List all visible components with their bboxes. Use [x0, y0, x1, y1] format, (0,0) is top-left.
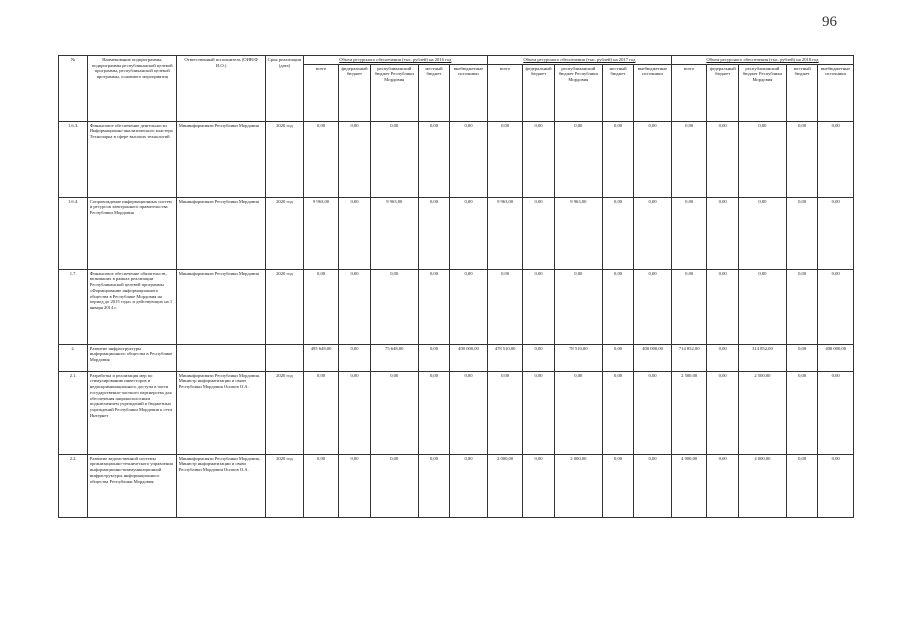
- value-cell: 0,00: [523, 197, 554, 269]
- value-cell: 0,00: [523, 344, 554, 371]
- row-executor: [177, 344, 266, 371]
- value-cell: 9 963,00: [370, 197, 418, 269]
- value-cell: 0,00: [523, 121, 554, 197]
- value-cell: 0,00: [707, 121, 738, 197]
- row-executor: Мининформсвязи Республики Мордовия: [177, 269, 266, 344]
- row-num: 2.: [59, 344, 88, 371]
- page-number: 96: [822, 14, 837, 30]
- value-cell: 0,00: [339, 344, 370, 371]
- value-cell: 0,00: [707, 371, 738, 454]
- header-sub-extra: внебюджетные источники: [818, 64, 854, 121]
- value-cell: 400 000,00: [634, 344, 672, 371]
- value-cell: 0,00: [786, 371, 817, 454]
- row-num: 1.7.: [59, 269, 88, 344]
- value-cell: 0,00: [786, 454, 817, 517]
- value-cell: 0,00: [418, 454, 449, 517]
- row-num: 1.6.4.: [59, 197, 88, 269]
- row-num: 2.1.: [59, 371, 88, 454]
- value-cell: 0,00: [418, 371, 449, 454]
- value-cell: 0,00: [523, 454, 554, 517]
- table-row: [59, 344, 854, 371]
- row-name: Сопровождение информационных систем и ресурсов электронного правительства Республики Мордовия: [88, 197, 177, 269]
- header-sub-federal: федеральный бюджет: [523, 64, 554, 121]
- value-cell: 2 500,00: [738, 371, 786, 454]
- value-cell: 0,00: [602, 197, 633, 269]
- value-cell: 0,00: [303, 121, 339, 197]
- row-executor: Мининформсвязи Республики Мордовия, Министр информатизации и связи Республики Мордовия Осипов О.А.: [177, 454, 266, 517]
- value-cell: 0,00: [707, 344, 738, 371]
- value-cell: 0,00: [786, 344, 817, 371]
- value-cell: 0,00: [339, 121, 370, 197]
- value-cell: 0,00: [450, 454, 488, 517]
- value-cell: 0,00: [554, 121, 602, 197]
- header-sub-total: всего: [487, 64, 523, 121]
- value-cell: 0,00: [370, 269, 418, 344]
- row-executor: Мининформсвязи Республики Мордовия: [177, 121, 266, 197]
- value-cell: 495 648,00: [303, 344, 339, 371]
- row-term: 2020 год: [266, 269, 304, 344]
- value-cell: 0,00: [339, 454, 370, 517]
- value-cell: 0,00: [418, 121, 449, 197]
- header-term: Срок реализации (дата): [266, 56, 304, 122]
- value-cell: 0,00: [370, 371, 418, 454]
- row-num: 2.2.: [59, 454, 88, 517]
- value-cell: 9 963,00: [303, 197, 339, 269]
- value-cell: 75 648,00: [370, 344, 418, 371]
- value-cell: 2 000,00: [487, 454, 523, 517]
- value-cell: 0,00: [818, 197, 854, 269]
- header-group-2016: Объем ресурсного обеспечения (тыс. рублей) на 2016 год: [303, 56, 487, 65]
- value-cell: 0,00: [634, 454, 672, 517]
- value-cell: 4 000,00: [738, 454, 786, 517]
- table-row: [59, 454, 854, 517]
- value-cell: 0,00: [786, 121, 817, 197]
- value-cell: 0,00: [303, 269, 339, 344]
- value-cell: 0,00: [450, 197, 488, 269]
- header-sub-extra: внебюджетные источники: [450, 64, 488, 121]
- header-sub-federal: федеральный бюджет: [707, 64, 738, 121]
- row-term: 2020 год: [266, 454, 304, 517]
- value-cell: 9 963,00: [487, 197, 523, 269]
- value-cell: 0,00: [738, 269, 786, 344]
- value-cell: 0,00: [786, 197, 817, 269]
- header-executor: Ответственный исполнитель (ОИВ/Ф И.О.): [177, 56, 266, 122]
- header-sub-total: всего: [671, 64, 707, 121]
- header-sub-local: местный бюджет: [786, 64, 817, 121]
- row-term: 2020 год: [266, 371, 304, 454]
- value-cell: 0,00: [738, 121, 786, 197]
- value-cell: 0,00: [450, 269, 488, 344]
- row-name: Финансовое обеспечение обязательств, возникших в рамках реализации Республиканской целевой программы «Формирование информационного общества в Республике Мордовия на период до 2015 года» и действующих на 1 января 2014 г.: [88, 269, 177, 344]
- header-sub-republic: республиканский бюджет Республики Мордовия: [738, 64, 786, 121]
- value-cell: 9 963,00: [554, 197, 602, 269]
- row-term: 2020 год: [266, 197, 304, 269]
- value-cell: 0,00: [487, 371, 523, 454]
- value-cell: 0,00: [634, 269, 672, 344]
- header-num: №: [59, 56, 88, 122]
- header-group-2018: Объем ресурсного обеспечения (тыс. рублей) на 2018 год: [671, 56, 853, 65]
- value-cell: 0,00: [671, 121, 707, 197]
- value-cell: 0,00: [602, 344, 633, 371]
- row-executor: Мининформсвязи Республики Мордовия: [177, 197, 266, 269]
- value-cell: 714 852,00: [671, 344, 707, 371]
- value-cell: 0,00: [707, 197, 738, 269]
- value-cell: 0,00: [450, 121, 488, 197]
- value-cell: 0,00: [339, 269, 370, 344]
- value-cell: 0,00: [602, 121, 633, 197]
- value-cell: 0,00: [418, 269, 449, 344]
- value-cell: 0,00: [554, 371, 602, 454]
- value-cell: 0,00: [738, 197, 786, 269]
- value-cell: 0,00: [303, 454, 339, 517]
- value-cell: 0,00: [487, 269, 523, 344]
- value-cell: 0,00: [671, 269, 707, 344]
- value-cell: 0,00: [818, 121, 854, 197]
- value-cell: 0,00: [818, 454, 854, 517]
- value-cell: 0,00: [634, 121, 672, 197]
- value-cell: 0,00: [634, 371, 672, 454]
- row-name: Развитие ведомственной системы организационно-технического управления информационно-коммуникационной инфраструктуры информационного общества Республики Мордовия: [88, 454, 177, 517]
- table-row: [59, 269, 854, 344]
- program-table-container: [58, 55, 854, 518]
- value-cell: 0,00: [339, 197, 370, 269]
- value-cell: 2 000,00: [554, 454, 602, 517]
- value-cell: 0,00: [602, 269, 633, 344]
- value-cell: 0,00: [523, 269, 554, 344]
- value-cell: 0,00: [818, 371, 854, 454]
- table-row: [59, 121, 854, 197]
- value-cell: 4 000,00: [671, 454, 707, 517]
- header-sub-republic: республиканский бюджет Республики Мордовия: [370, 64, 418, 121]
- value-cell: 0,00: [602, 371, 633, 454]
- header-sub-republic: республиканский бюджет Республики Мордовия: [554, 64, 602, 121]
- value-cell: 400 000,00: [818, 344, 854, 371]
- value-cell: 0,00: [370, 454, 418, 517]
- header-sub-federal: федеральный бюджет: [339, 64, 370, 121]
- value-cell: 78 510,00: [554, 344, 602, 371]
- header-row-top: [59, 56, 854, 65]
- table-row: [59, 197, 854, 269]
- header-sub-local: местный бюджет: [602, 64, 633, 121]
- header-group-2017: Объем ресурсного обеспечения (тыс. рублей) на 2017 год: [487, 56, 671, 65]
- row-term: [266, 344, 304, 371]
- value-cell: 0,00: [707, 269, 738, 344]
- value-cell: 0,00: [523, 371, 554, 454]
- value-cell: 0,00: [418, 344, 449, 371]
- value-cell: 0,00: [554, 269, 602, 344]
- row-name: Финансовое обеспечение деятельности Информационно-аналитического кластера Технопарка в сфере высоких технологий: [88, 121, 177, 197]
- header-name: Наименование подпрограммы, подпрограммы республиканской целевой программы, республиканской целевой программы, основного мероприятия: [88, 56, 177, 122]
- value-cell: 0,00: [707, 454, 738, 517]
- row-name: Развитие инфраструктуры информационного общества в Республике Мордовия: [88, 344, 177, 371]
- row-term: 2020 год: [266, 121, 304, 197]
- value-cell: 0,00: [450, 371, 488, 454]
- header-sub-local: местный бюджет: [418, 64, 449, 121]
- value-cell: 2 500,00: [671, 371, 707, 454]
- header-sub-extra: внебюджетные источники: [634, 64, 672, 121]
- value-cell: 478 510,00: [487, 344, 523, 371]
- value-cell: 0,00: [487, 121, 523, 197]
- program-resource-table: [58, 55, 854, 518]
- value-cell: 0,00: [602, 454, 633, 517]
- value-cell: 0,00: [339, 371, 370, 454]
- value-cell: 0,00: [418, 197, 449, 269]
- row-num: 1.6.3.: [59, 121, 88, 197]
- table-row: [59, 371, 854, 454]
- value-cell: 0,00: [370, 121, 418, 197]
- value-cell: 0,00: [303, 371, 339, 454]
- value-cell: 0,00: [818, 269, 854, 344]
- value-cell: 0,00: [671, 197, 707, 269]
- value-cell: 0,00: [786, 269, 817, 344]
- row-name: Разработка и реализация мер по стимулированию инвесторов и недискриминационного доступа в части государственно-частного партнерства для обеспечения широкополосным подключением учреждений в бюджетных учреждений Республики Мордовия к сети Интернет: [88, 371, 177, 454]
- value-cell: 400 000,00: [450, 344, 488, 371]
- value-cell: 314 852,00: [738, 344, 786, 371]
- header-sub-total: всего: [303, 64, 339, 121]
- value-cell: 0,00: [634, 197, 672, 269]
- row-executor: Мининформсвязи Республики Мордовия, Министр информатизации и связи Республики Мордовия Осипов О.А.: [177, 371, 266, 454]
